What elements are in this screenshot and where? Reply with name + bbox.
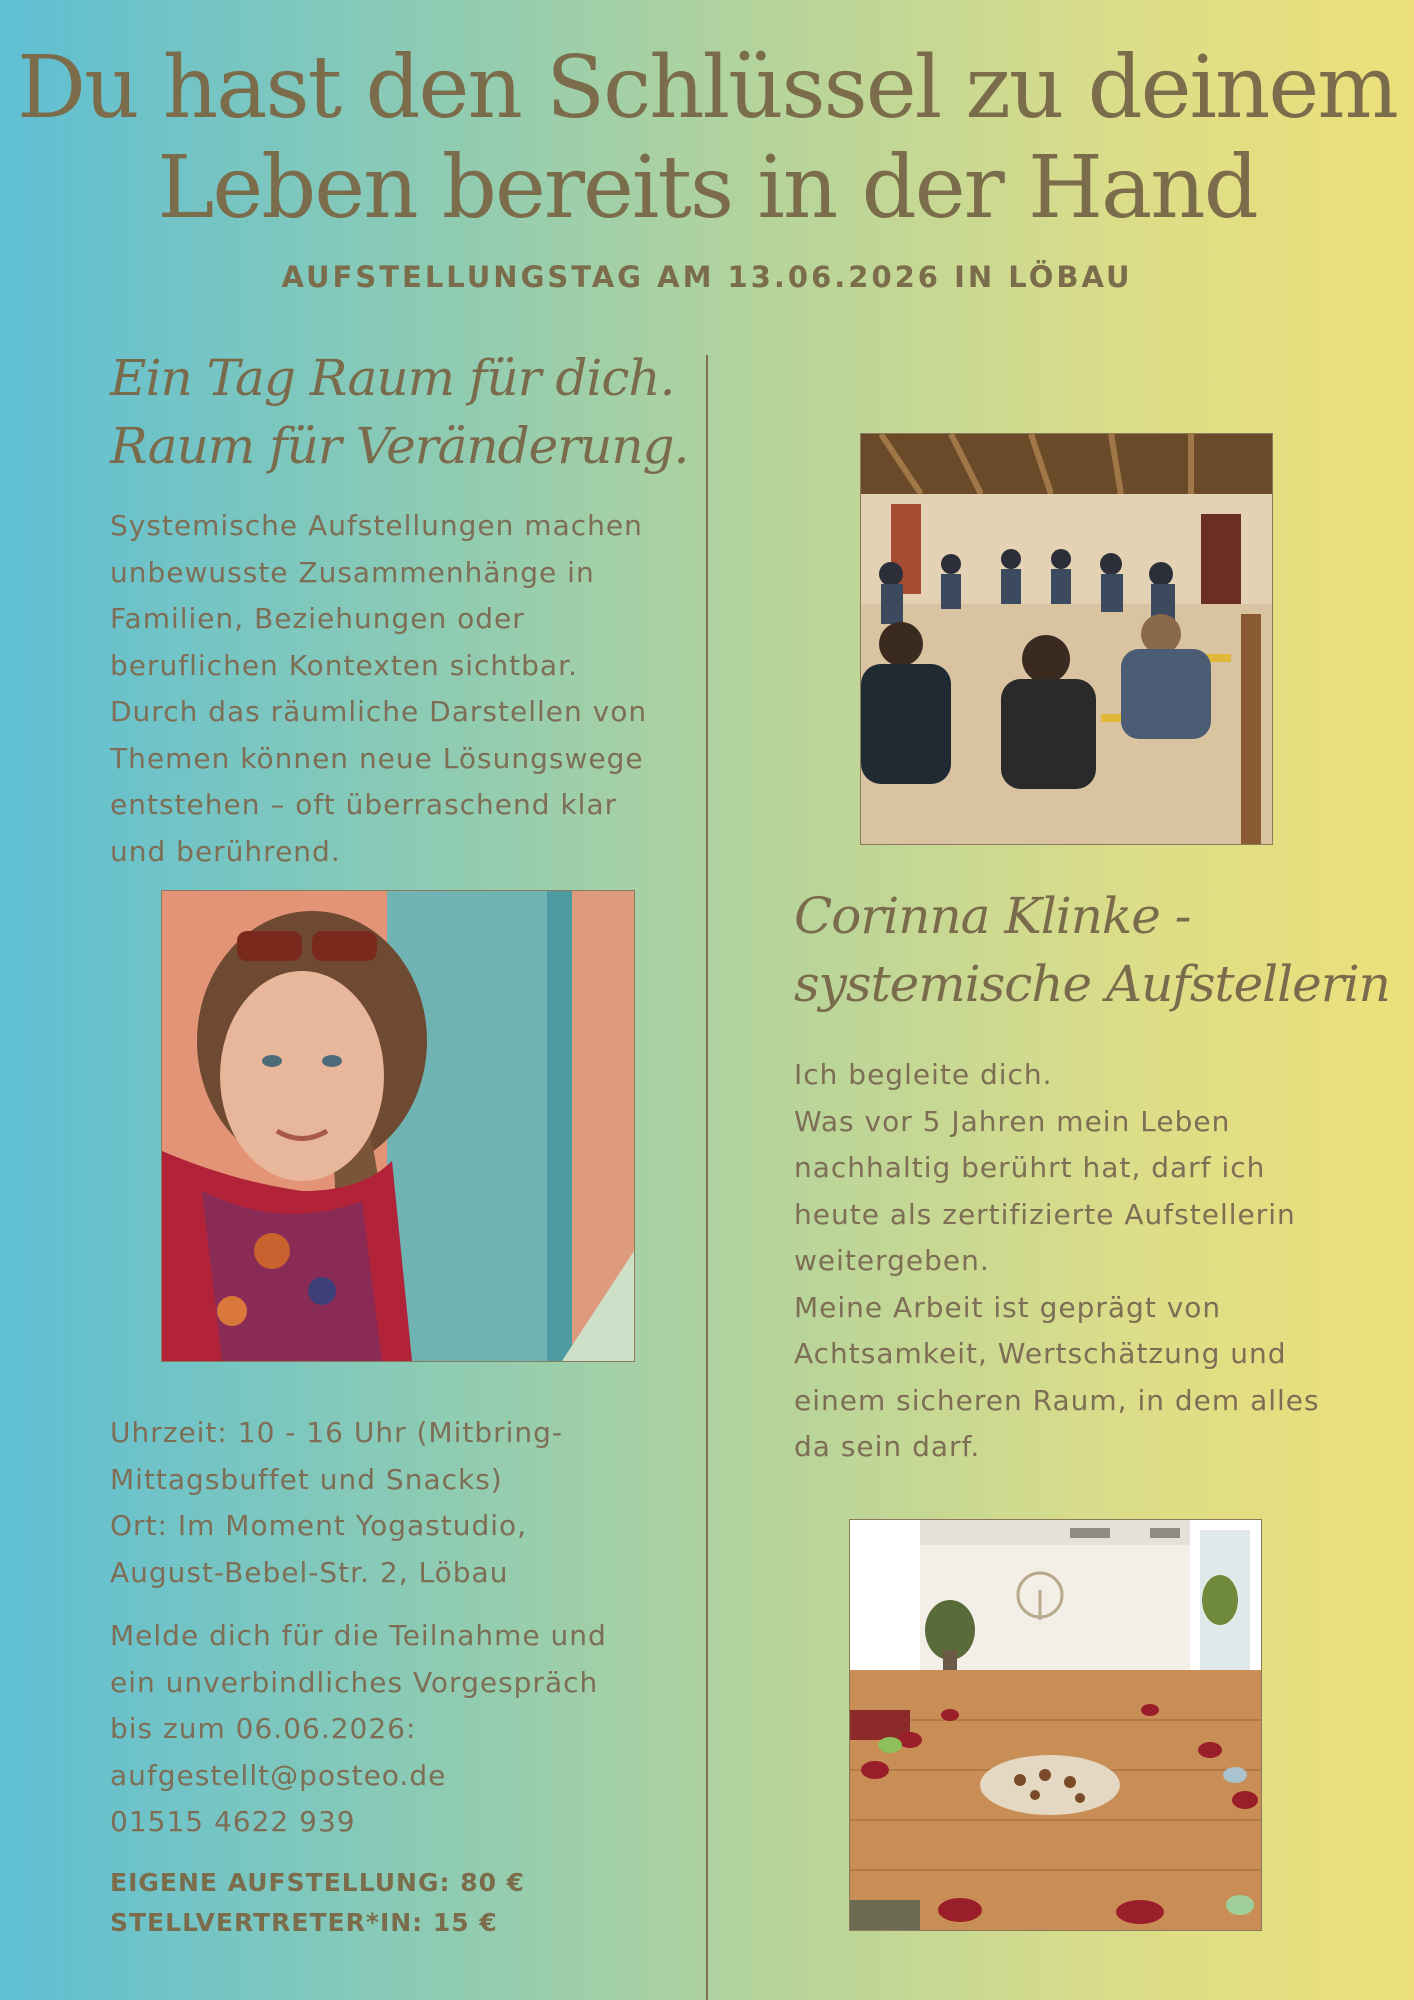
intro-line: Familien, Beziehungen oder (110, 602, 525, 635)
contact-line: bis zum 06.06.2026: (110, 1712, 417, 1745)
phone-number[interactable]: 01515 4622 939 (110, 1805, 356, 1838)
contact-line: Melde dich für die Teilnahme und (110, 1619, 607, 1652)
intro-line: Durch das räumliche Darstellen von (110, 695, 648, 728)
portrait-photo (161, 890, 635, 1362)
intro-line: Systemische Aufstellungen machen (110, 509, 643, 542)
left-heading-line-2: Raum für Veränderung. (110, 417, 689, 475)
intro-line: und berührend. (110, 834, 341, 868)
event-details (110, 1410, 563, 1596)
column-divider (706, 355, 708, 2000)
bio-line: Ich begleite dich. (794, 1058, 1053, 1091)
bio-line: einem sicheren Raum, in dem alles (794, 1383, 1320, 1417)
bio-line: nachhaltig berührt hat, darf ich (794, 1151, 1266, 1184)
bio-line: weitergeben. (794, 1244, 990, 1277)
left-heading (110, 344, 688, 480)
email-link[interactable]: aufgestellt@posteo.de (110, 1758, 447, 1792)
facilitator-heading-line-1: Corinna Klinke - (794, 887, 1191, 945)
details-line: Uhrzeit: 10 - 16 Uhr (Mitbring- (110, 1416, 564, 1449)
title-line-1: Du hast den Schlüssel zu deinem (17, 38, 1397, 138)
details-line: August-Bebel-Str. 2, Löbau (110, 1555, 509, 1589)
facilitator-bio (794, 1052, 1320, 1471)
price-representative: STELLVERTRETER*IN: 15 € (110, 1908, 498, 1937)
group-session-photo (860, 433, 1273, 845)
details-line: Mittagsbuffet und Snacks) (110, 1462, 503, 1496)
bio-line: Was vor 5 Jahren mein Leben (794, 1104, 1231, 1138)
bio-line: da sein darf. (794, 1430, 981, 1463)
prices (110, 1863, 525, 1943)
title-line-2: Leben bereits in der Hand (157, 138, 1257, 238)
bio-line: Achtsamkeit, Wertschätzung und (794, 1337, 1287, 1370)
left-heading-line-1: Ein Tag Raum für dich. (110, 349, 675, 407)
price-own-constellation: EIGENE AUFSTELLUNG: 80 € (110, 1868, 526, 1897)
facilitator-heading (794, 882, 1390, 1018)
contact-line: ein unverbindliches Vorgespräch (110, 1665, 599, 1699)
bio-line: Meine Arbeit ist geprägt von (794, 1290, 1222, 1324)
event-subtitle: AUFSTELLUNGSTAG AM 13.06.2026 IN LÖBAU (281, 260, 1133, 294)
intro-line: beruflichen Kontexten sichtbar. (110, 648, 578, 682)
yoga-studio-photo (849, 1519, 1262, 1931)
bio-line: heute als zertifizierte Aufstellerin (794, 1197, 1296, 1231)
facilitator-heading-line-2: systemische Aufstellerin (794, 955, 1390, 1013)
intro-text (110, 503, 647, 875)
intro-line: entstehen – oft überraschend klar (110, 788, 618, 821)
page-title (0, 38, 1414, 238)
intro-line: unbewusste Zusammenhänge in (110, 555, 595, 589)
contact-info (110, 1613, 607, 1846)
details-line: Ort: Im Moment Yogastudio, (110, 1509, 528, 1542)
intro-line: Themen können neue Lösungswege (110, 741, 644, 775)
